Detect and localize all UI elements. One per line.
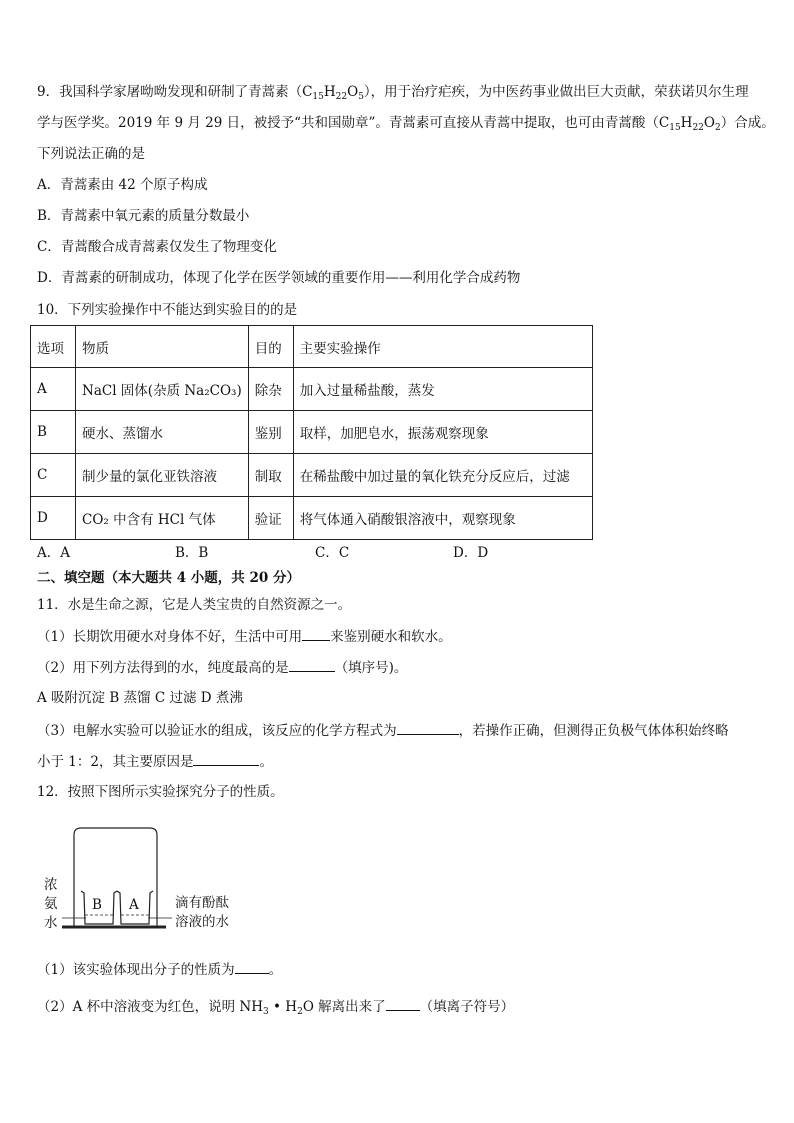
- section-heading: 二、填空题（本大题共 4 小题，共 20 分）: [37, 570, 300, 586]
- q10-option-d: D．D: [453, 545, 489, 561]
- table-cell: 硬水、蒸馏水: [76, 411, 249, 454]
- q10-option-b: B．B: [175, 545, 209, 561]
- phenolphthalein-label-2: 溶液的水: [175, 914, 229, 930]
- table-cell: CO₂ 中含有 HCl 气体: [76, 497, 249, 540]
- table-cell: 制少量的氯化亚铁溶液: [76, 454, 249, 497]
- table-header-cell: 物质: [76, 326, 249, 368]
- q9-line2: 学与医学奖。2019 年 9 月 29 日，被授予“共和国勋章”。青蒿素可直接从青蒿中提取，也可由青蒿酸$(C_{15}H_{22}O_2)$合成。: [37, 115, 775, 133]
- table-cell: A: [31, 368, 76, 411]
- answer-blank[interactable]: [193, 751, 259, 766]
- answer-blank[interactable]: [397, 720, 459, 735]
- q11-stem: 11．水是生命之源，它是人类宝贵的自然资源之一。: [37, 597, 352, 613]
- ammonia-label-3: 水: [44, 915, 58, 931]
- q9-option-a: A．青蒿素由 42 个原子构成: [37, 177, 208, 193]
- table-cell: 制取: [248, 454, 293, 497]
- table-cell: 在稀盐酸中加过量的氧化铁充分反应后，过滤: [293, 454, 592, 497]
- q12-stem: 12．按照下图所示实验探究分子的性质。: [37, 784, 284, 800]
- q10-option-a: A．A: [37, 545, 70, 561]
- experiment-figure: [40, 823, 260, 943]
- table-row: [31, 368, 593, 411]
- table-cell: B: [31, 411, 76, 454]
- table-cell: 将气体通入硝酸银溶液中，观察现象: [293, 497, 592, 540]
- ammonia-label-1: 浓: [44, 877, 58, 893]
- q11-part2-options: A 吸附沉淀 B 蒸馏 C 过滤 D 煮沸: [37, 690, 243, 706]
- q12-part2: （2）A 杯中溶液变为红色，说明 $NH_3$ • $H_2O$ 解离出来了 （填离子符号）: [37, 996, 514, 1022]
- q11-part3-cont: 小于 1：2，其主要原因是 。: [37, 751, 273, 772]
- q10-table: [30, 325, 593, 540]
- table-cell: 验证: [248, 497, 293, 540]
- q9-option-c: C．青蒿酸合成青蒿素仅发生了物理变化: [37, 239, 277, 255]
- answer-blank[interactable]: [302, 626, 330, 641]
- q11-part2: （2）用下列方法得到的水，纯度最高的是 （填序号)。: [37, 657, 407, 678]
- q9-option-b: B．青蒿素中氧元素的质量分数最小: [37, 208, 250, 224]
- table-cell: NaCl 固体(杂质 Na₂CO₃): [76, 368, 249, 411]
- q11-part3: （3）电解水实验可以验证水的组成，该反应的化学方程式为 ，若操作正确，但测得正负极气体体积始终略: [37, 720, 729, 741]
- table-cell: D: [31, 497, 76, 540]
- table-row: [31, 411, 593, 454]
- table-cell: 鉴别: [248, 411, 293, 454]
- phenolphthalein-label-1: 滴有酚酞: [175, 895, 229, 911]
- table-row: [31, 497, 593, 540]
- answer-blank[interactable]: [386, 996, 420, 1011]
- q9-line3: 下列说法正确的是: [37, 146, 145, 162]
- beaker-a-label: A: [129, 897, 139, 913]
- q9-line1: 9．我国科学家屠呦呦发现和研制了青蒿素$(C_{15}H_{22}O_5)$，用于治疗疟疾，为中医药事业做出巨大贡献，荣获诺贝尔生理: [37, 84, 749, 102]
- q11-part1: （1）长期饮用硬水对身体不好，生活中可用 来鉴别硬水和软水。: [37, 626, 452, 647]
- table-cell: C: [31, 454, 76, 497]
- beaker-b-label: B: [92, 897, 102, 913]
- answer-blank[interactable]: [289, 657, 335, 672]
- table-cell: 除杂: [248, 368, 293, 411]
- bell-jar-outline: [74, 828, 157, 927]
- answer-blank[interactable]: [235, 959, 269, 974]
- table-header-cell: 目的: [248, 326, 293, 368]
- q10-stem: 10．下列实验操作中不能达到实验目的的是: [37, 302, 298, 318]
- table-header-row: [31, 326, 593, 368]
- q12-part1: （1）该实验体现出分子的性质为 。: [37, 959, 282, 980]
- q9-option-d: D．青蒿素的研制成功，体现了化学在医学领域的重要作用——利用化学合成药物: [37, 270, 521, 286]
- q10-option-c: C．C: [315, 545, 350, 561]
- table-cell: 加入过量稀盐酸，蒸发: [293, 368, 592, 411]
- q10-options: [37, 543, 488, 563]
- ammonia-label-2: 氨: [44, 896, 58, 912]
- table-row: [31, 454, 593, 497]
- table-header-cell: 选项: [31, 326, 76, 368]
- table-header-cell: 主要实验操作: [293, 326, 592, 368]
- table-cell: 取样，加肥皂水，振荡观察现象: [293, 411, 592, 454]
